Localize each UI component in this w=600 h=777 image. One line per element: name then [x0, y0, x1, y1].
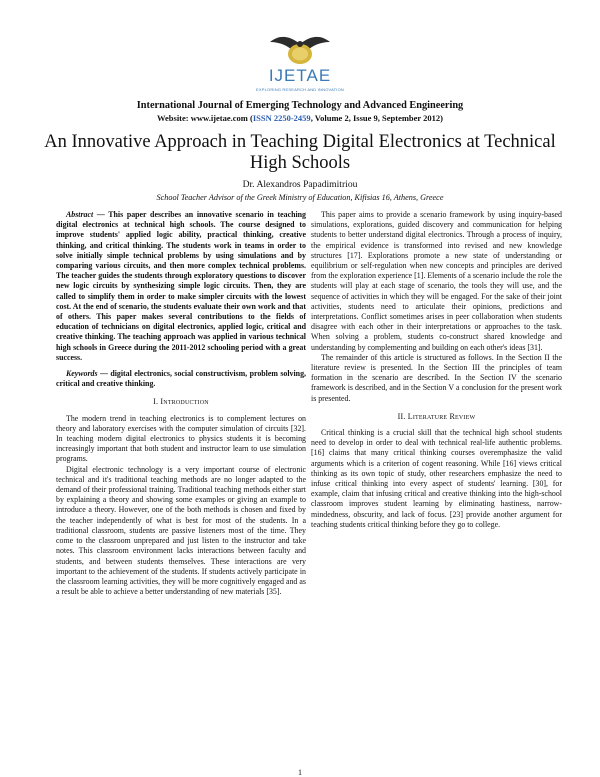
journal-logo [0, 28, 600, 92]
section-number: II. [397, 411, 408, 421]
intro-paragraph-3: This paper aims to provide a scenario framework by using inquiry-based simulations, explorations, guided discovery and communication for helping students to better understand digital electronics. Through a process of inquiry, the empirical evidence is transformed into revised and new knowledge structures [17]. Explorations promote a new state of understanding or equilibrium or self-regulation when new concepts and principles are derived from the exploration experience [1]. Elements of a scenario include the role the students will play at each stage of scenario, the tools they will use, and the sequence of activities in which they will be engaged. For the sake of their joint activities, students need to articulate their opinions, predictions and interpretations. Conflict sometimes arises in peer collaboration when students disagree with each other in their interpretations or approaches to the task. When solving a problem, students co-construct shared knowledge and understanding by complementing and building on each other's ideas [31]. [311, 210, 562, 352]
eagle-logo-icon [268, 28, 332, 68]
abstract-dash: — [93, 210, 109, 219]
issn-link[interactable]: ISSN 2250-2459 [252, 113, 311, 123]
section-title: Introduction [160, 397, 209, 407]
right-column [311, 210, 562, 530]
section-heading-literature-review [311, 412, 562, 422]
website-prefix: Website: www.ijetae.com ( [156, 113, 253, 123]
journal-website-line [0, 113, 600, 123]
logo-tagline: EXPLORING RESEARCH AND INNOVATION [255, 87, 345, 92]
keywords-label: Keywords [66, 369, 98, 379]
left-column [56, 210, 306, 597]
abstract [56, 210, 306, 363]
abstract-label: Abstract [66, 210, 94, 219]
abstract-text: This paper describes an innovative scenario in teaching digital electronics at technical high schools. The course designed to improve students' applied logic ability, practical thinking, creative thinking, and critical thinking. The students work in teams in order to solve initially simple technical problems by using simulations and by comparing various circuits, and then more complex technical problems. The teacher guides the students through exploratory questions to discover new logic circuits by synthesizing simple logic circuits. Then, they are called to simplify them in order to make simpler circuits with the lowest cost. At the end of scenario, the students evaluate their own work and that of others. This paper makes several contributions to the fields of education of technicians on digital electronics, applied logic, critical and creative thinking. The teaching approach was applied in various technical high schools in Greece during the 2011-2012 schooling period with a great success. [56, 210, 306, 362]
keywords-dash: — [97, 369, 111, 379]
logo-name: IJETAE [268, 66, 332, 85]
author-affiliation: School Teacher Advisor of the Greek Ministry of Education, Kifisias 16, Athens, Greece [156, 193, 444, 202]
section-title: Literature Review [407, 411, 476, 421]
keywords [56, 369, 306, 389]
keywords-text: digital electronics, social constructivism, problem solving, critical and creative thinking. [56, 369, 306, 389]
paper-title: An Innovative Approach in Teaching Digital Electronics at Technical High Schools [44, 132, 556, 173]
journal-name: International Journal of Emerging Technology and Advanced Engineering [136, 100, 464, 111]
website-suffix: , Volume 2, Issue 9, September 2012) [310, 113, 443, 123]
intro-paragraph-4: The remainder of this article is structured as follows. In the Section II the literature review is presented. In the Section III the principles of team formation in the scenario are described. In the Section IV the scenario framework is described, and in the Section V a conclusion for the present work is presented. [311, 352, 562, 403]
section-number: I. [153, 397, 161, 407]
intro-paragraph-2: Digital electronic technology is a very important course of electronic technical and it's traditional teaching methods are no longer adapted to the demand of their professional training. Traditional teaching methods either start by explaining a theory and showing some examples or giving an example to introduce a theory. However, one of the both methods is chosen and fixed by the teacher independently of what is best for most of the students. In a traditional classroom, students are passive listeners most of the time. They come to the classroom unprepared and just listen to the instructor and take notes. This classroom environment lacks interactions between faculty and students, and between students themselves. These interactions are very important to the achievement of the students. If students actively participate in the classroom learning activities, they will be more cognitively engaged and as a result be able to achieve a better understanding of new materials [35]. [56, 464, 306, 597]
page-number: 1 [298, 768, 302, 777]
intro-paragraph-1: The modern trend in teaching electronics is to complement lectures on theory and laboratory exercises with the computer simulation of circuits [32]. In teaching modern digital electronics to physics students it is becoming increasingly important that both student and instructor learn to use simulation programs. [56, 413, 306, 464]
literature-paragraph-1: Critical thinking is a crucial skill that the technical high school students need to develop in order to deal with technical real-life authentic problems. [16] claims that many critical thinking courses overemphasize the valid arguments which is a criterion of cogent reasoning. While [16] views critical thinking as its own topic of study, other researchers emphasize the need to infuse critical thinking into every aspect of students' learning. [30], for example, claim that infusing critical and creative thinking into the high-school classroom improves student learning by eliminating hastiness, narrow-mindedness, obscurity, and lack of focus. [23] provide another argument for teaching students critical thinking before they go to college. [311, 428, 562, 529]
paper-author: Dr. Alexandros Papadimitriou [242, 179, 358, 190]
section-heading-introduction [56, 397, 306, 407]
